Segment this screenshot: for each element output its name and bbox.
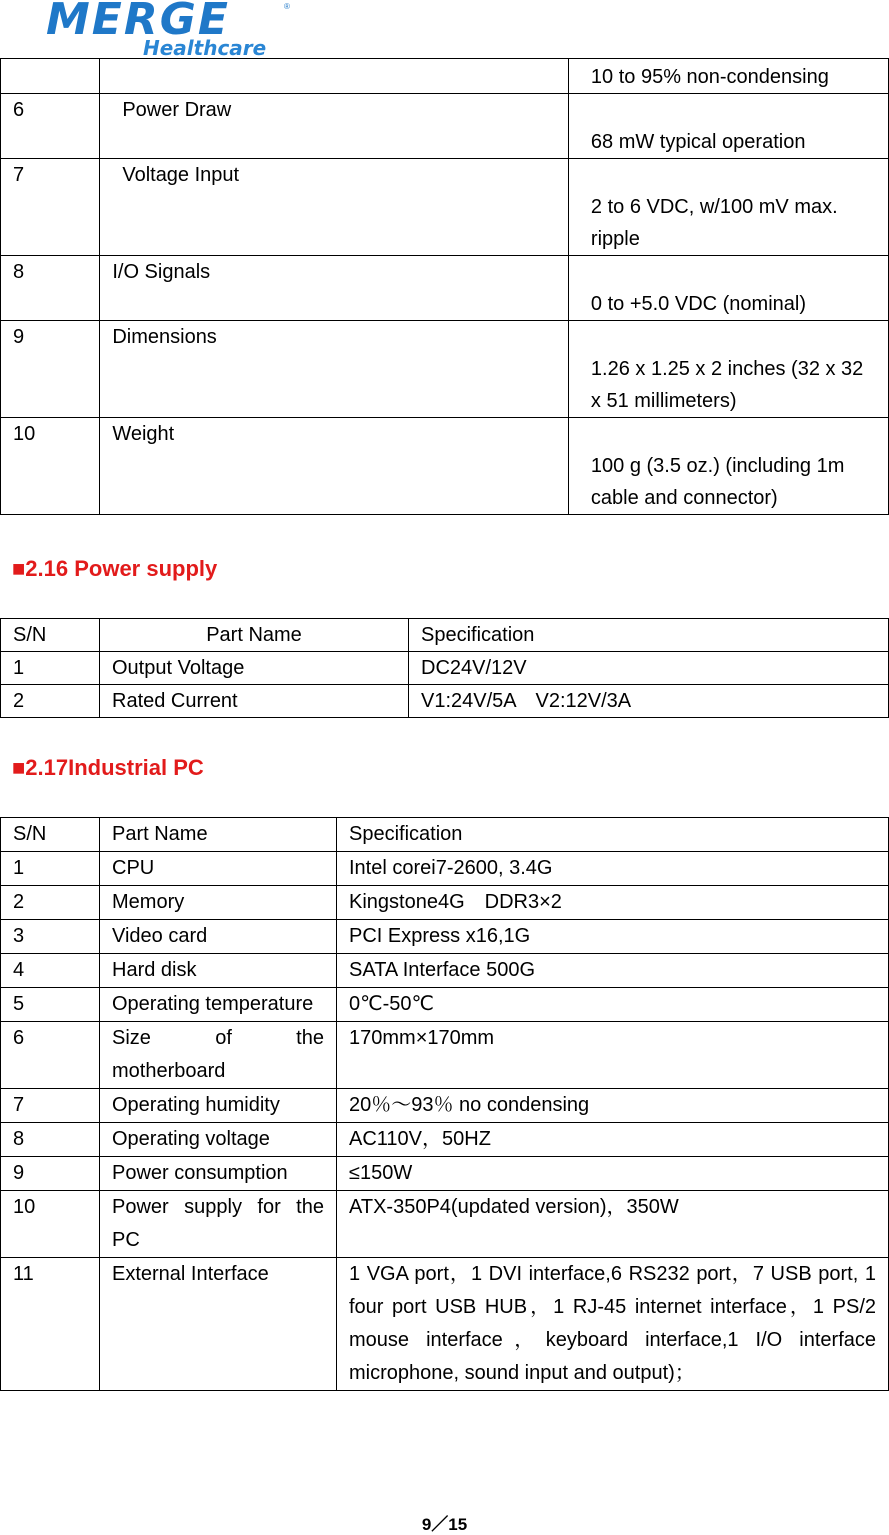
table-row: 7 Operating humidity 20％～93％ no condensing bbox=[1, 1089, 889, 1123]
table-row: 8 I/O Signals 0 to +5.0 VDC (nominal) bbox=[1, 256, 889, 321]
table-row: 9 Power consumption ≤150W bbox=[1, 1157, 889, 1191]
logo-registered-mark: ® bbox=[284, 2, 290, 11]
spec-value: 0 to +5.0 VDC (nominal) bbox=[568, 256, 888, 321]
table-row: 1 CPU Intel corei7-2600, 3.4G bbox=[1, 852, 889, 886]
table-row: 9 Dimensions 1.26 x 1.25 x 2 inches (32 x 32 x 51 millimeters) bbox=[1, 321, 889, 418]
logo-subtitle: Healthcare bbox=[143, 36, 267, 60]
sensor-spec-table bbox=[0, 58, 889, 515]
table-row: 2 Memory Kingstone4G DDR3×2 bbox=[1, 886, 889, 920]
logo-brand: MERGE bbox=[46, 0, 230, 45]
table-header-row: S/N Part Name Specification bbox=[1, 818, 889, 852]
table-row: 10 Weight 100 g (3.5 oz.) (including 1m cable and connector) bbox=[1, 418, 889, 515]
table-header-row: S/N Part Name Specification bbox=[1, 619, 889, 652]
table-row bbox=[1, 59, 889, 94]
table-row: 10 Power supply for the PC ATX-350P4(updated version)，350W bbox=[1, 1191, 889, 1258]
section-heading-industrial-pc: ■2.17Industrial PC bbox=[12, 755, 204, 780]
table-row: 1 Output Voltage DC24V/12V bbox=[1, 652, 889, 685]
spec-value: 68 mW typical operation bbox=[568, 94, 888, 159]
table-row: 8 Operating voltage AC110V，50HZ bbox=[1, 1123, 889, 1157]
spec-value: 10 to 95% non-condensing bbox=[568, 59, 888, 94]
table-row: 11 External Interface 1 VGA port，1 DVI interface,6 RS232 port，7 USB port, 1 four port USB HUB，1 RJ-45 internet interface，1 PS/2 mouse interface，keyboard interface,1 I/O interface microphone, sound input and output)； bbox=[1, 1258, 889, 1391]
spec-value: 2 to 6 VDC, w/100 mV max. ripple bbox=[568, 159, 888, 256]
table-row: 5 Operating temperature 0℃-50℃ bbox=[1, 988, 889, 1022]
table-row: 4 Hard disk SATA Interface 500G bbox=[1, 954, 889, 988]
industrial-pc-table bbox=[0, 817, 889, 1391]
page-number: 9／15 bbox=[421, 1515, 468, 1534]
spec-value: 1.26 x 1.25 x 2 inches (32 x 32 x 51 millimeters) bbox=[568, 321, 888, 418]
table-row: 7 Voltage Input 2 to 6 VDC, w/100 mV max. ripple bbox=[1, 159, 889, 256]
table-row: 6 Size of the motherboard 170mm×170mm bbox=[1, 1022, 889, 1089]
section-heading-power-supply: ■2.16 Power supply bbox=[12, 556, 218, 581]
merge-healthcare-logo bbox=[46, 0, 291, 60]
table-row: 6 Power Draw 68 mW typical operation bbox=[1, 94, 889, 159]
power-supply-table bbox=[0, 618, 889, 718]
spec-value: 100 g (3.5 oz.) (including 1m cable and connector) bbox=[568, 418, 888, 515]
table-row: 2 Rated Current V1:24V/5A V2:12V/3A bbox=[1, 685, 889, 718]
table-row: 3 Video card PCI Express x16,1G bbox=[1, 920, 889, 954]
